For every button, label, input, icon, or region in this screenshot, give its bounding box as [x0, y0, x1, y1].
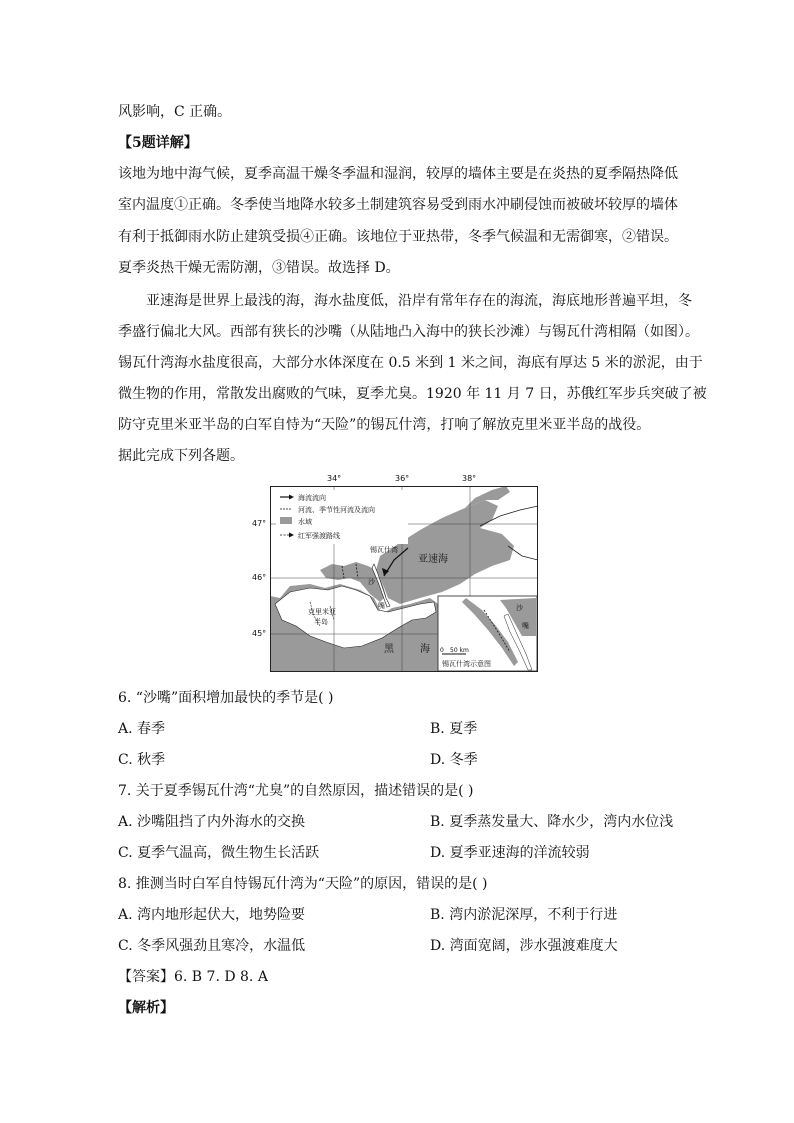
label-crimea-1: 克里米亚	[308, 608, 336, 616]
section-heading-q5: 【5题详解】	[118, 135, 198, 151]
q6-option-b[interactable]: B. 夏季	[430, 721, 478, 737]
text-line: 风影响，C 正确。	[118, 104, 232, 120]
intro-line: 防守克里米亚半岛的白军自恃为“天险”的锡瓦什湾，打响了解放克里米亚半岛的战役。	[118, 417, 651, 433]
label-azov: 亚速海	[418, 554, 448, 565]
q6-option-a[interactable]: A. 春季	[118, 721, 166, 737]
q8-option-b[interactable]: B. 湾内淤泥深厚，不利于行进	[430, 907, 618, 923]
lat-label-46: 46°	[252, 573, 267, 582]
text-line: 该地为地中海气候，夏季高温干燥冬季温和湿润，较厚的墙体主要是在炎热的夏季隔热降低	[118, 166, 678, 182]
label-crimea-2: 半岛	[314, 618, 328, 626]
legend-route: 红军强渡路线	[298, 532, 340, 540]
inset-title: 锡瓦什湾示意图	[442, 660, 491, 668]
lon-label-34: 34°	[327, 474, 342, 483]
legend-current: 海流流向	[298, 494, 326, 502]
intro-line: 锡瓦什湾海水盐度很高，大部分水体深度在 0.5 米到 1 米之间，海底有厚达 5 米的淤泥，由于	[118, 355, 703, 371]
q7-option-d[interactable]: D. 夏季亚速海的洋流较弱	[430, 845, 590, 861]
lat-label-45: 45°	[252, 629, 267, 638]
lon-label-36: 36°	[395, 474, 410, 483]
q6-option-d[interactable]: D. 冬季	[430, 752, 478, 768]
sivash-bay-map	[270, 486, 538, 672]
q7-option-a[interactable]: A. 沙嘴阻挡了内外海水的交换	[118, 814, 306, 830]
question-7-stem: 7. 关于夏季锡瓦什湾“尤臭”的自然原因，描述错误的是( )	[118, 783, 474, 799]
label-spit-1: 沙	[368, 578, 375, 586]
text-line: 夏季炎热干燥无需防潮，③错误。故选择 D。	[118, 260, 400, 276]
question-8-stem: 8. 推测当时白军自恃锡瓦什湾为“天险”的原因，错误的是( )	[118, 876, 488, 892]
question-6-stem: 6. “沙嘴”面积增加最快的季节是( )	[118, 690, 334, 706]
lon-label-38: 38°	[462, 474, 477, 483]
legend-river: 河流、季节性河流及流向	[298, 506, 375, 514]
text-line: 室内温度①正确。冬季使当地降水较多土制建筑容易受到雨水冲刷侵蚀而被破坏较厚的墙体	[118, 197, 678, 213]
inset-map	[438, 596, 537, 671]
inset-scale-zero: 0	[440, 647, 444, 654]
analysis-heading: 【解析】	[118, 1000, 174, 1016]
q8-option-a[interactable]: A. 湾内地形起伏大，地势险要	[118, 907, 306, 923]
inset-label-spit-2: 嘴	[522, 622, 529, 630]
text-line: 有利于抵御雨水防止建筑受损④正确。该地位于亚热带，冬季气候温和无需御寒，②错误。	[118, 229, 678, 245]
inset-scale: 50 km	[450, 647, 469, 654]
lat-label-47: 47°	[252, 519, 267, 528]
q8-option-d[interactable]: D. 湾面宽阔，涉水强渡难度大	[430, 938, 618, 954]
inset-label-spit-1: 沙	[516, 604, 523, 612]
intro-line: 季盛行偏北大风。西部有狭长的沙嘴（从陆地凸入海中的狭长沙滩）与锡瓦什湾相隔（如图）。	[118, 324, 699, 340]
label-spit-2: 嘴	[378, 602, 385, 610]
answer-line: 【答案】6. B 7. D 8. A	[118, 969, 268, 985]
legend-water: 水域	[298, 518, 312, 526]
q6-option-c[interactable]: C. 秋季	[118, 752, 166, 768]
label-black-2: 海	[420, 644, 430, 655]
q7-option-b[interactable]: B. 夏季蒸发量大、降水少，湾内水位浅	[430, 814, 674, 830]
label-black-1: 黑	[384, 644, 394, 655]
intro-line: 微生物的作用，常散发出腐败的气味，夏季尤臭。1920 年 11 月 7 日，苏俄红军步兵突破了被	[118, 386, 707, 402]
q8-option-c[interactable]: C. 冬季风强劲且寒冷，水温低	[118, 938, 306, 954]
label-sivash: 锡瓦什湾	[370, 546, 398, 554]
q7-option-c[interactable]: C. 夏季气温高，微生物生长活跃	[118, 845, 320, 861]
intro-line: 据此完成下列各题。	[118, 448, 244, 464]
intro-line: 亚速海是世界上最浅的海，海水盐度低，沿岸有常年存在的海流，海底地形普遍平坦，冬	[146, 293, 692, 309]
